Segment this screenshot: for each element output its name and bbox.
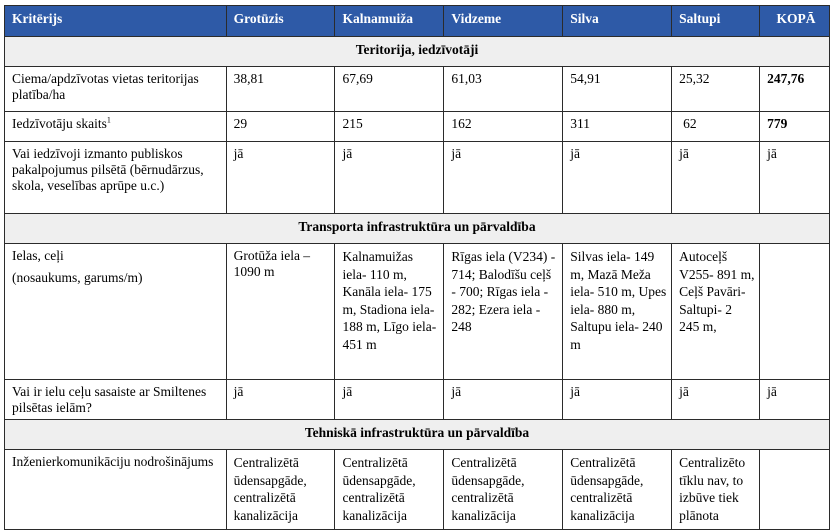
value-cell: Centralizēto tīklu nav, to izbūve tiek plānota (672, 450, 760, 530)
criterion-cell (5, 112, 227, 142)
criteria-table (4, 5, 830, 530)
value-cell: jā (226, 142, 335, 214)
table-row-engineering (5, 450, 830, 530)
criterion-subtext: (nosaukums, garums/m) (12, 270, 143, 285)
total-cell: 779 (760, 112, 830, 142)
value-cell: Grotūža iela – 1090 m (226, 244, 335, 380)
section-row-territory (5, 37, 830, 67)
header-criterion: Kritērijs (5, 6, 227, 37)
value-cell: jā (760, 380, 830, 420)
section-title: Tehniskā infrastruktūra un pārvaldība (5, 420, 830, 450)
section-title: Teritorija, iedzīvotāji (5, 37, 830, 67)
criterion-cell: Vai iedzīvoji izmanto publiskos pakalpojumus pilsētā (bērnudārzus, skola, veselības aprūpe u.c.) (5, 142, 227, 214)
value-cell: jā (672, 380, 760, 420)
value-cell: 29 (226, 112, 335, 142)
value-cell: 54,91 (563, 67, 672, 112)
table-row-streets (5, 244, 830, 380)
section-row-transport (5, 214, 830, 244)
table-row-area (5, 67, 830, 112)
value-cell: jā (444, 142, 563, 214)
footnote-mark: 1 (106, 115, 111, 125)
value-cell: Rīgas iela (V234) - 714; Balodīšu ceļš - 700; Rīgas iela - 282; Ezera iela - 248 (444, 244, 563, 380)
criterion-cell: Ciema/apdzīvotas vietas teritorijas platība/ha (5, 67, 227, 112)
header-vidzeme: Vidzeme (444, 6, 563, 37)
total-cell: 247,76 (760, 67, 830, 112)
value-cell: jā (672, 142, 760, 214)
value-cell: Silvas iela- 149 m, Mazā Meža iela- 510 m, Upes iela- 880 m, Saltupu iela- 240 m (563, 244, 672, 380)
value-cell: 67,69 (335, 67, 444, 112)
value-cell: jā (335, 142, 444, 214)
value-cell: 25,32 (672, 67, 760, 112)
header-kalnamuiza: Kalnamuiža (335, 6, 444, 37)
header-row (5, 6, 830, 37)
table-row-services (5, 142, 830, 214)
table-row-population (5, 112, 830, 142)
value-cell: Centralizētā ūdensapgāde, centralizētā kanalizācija (335, 450, 444, 530)
criterion-cell: Vai ir ielu ceļu sasaiste ar Smiltenes pilsētas ielām? (5, 380, 227, 420)
value-cell: 311 (563, 112, 672, 142)
value-cell: Kalnamuižas iela- 110 m, Kanāla iela- 175 m, Stadiona iela- 188 m, Līgo iela- 451 m (335, 244, 444, 380)
value-cell: 61,03 (444, 67, 563, 112)
criterion-cell (5, 244, 227, 380)
header-saltupi: Saltupi (672, 6, 760, 37)
value-cell: Centralizētā ūdensapgāde, centralizētā kanalizācija (444, 450, 563, 530)
header-total: KOPĀ (760, 6, 830, 37)
value-cell: 38,81 (226, 67, 335, 112)
value-cell: 62 (672, 112, 760, 142)
value-cell: 162 (444, 112, 563, 142)
value-cell: Autoceļš V255- 891 m, Ceļš Pavāri-Saltupi- 2 245 m, (672, 244, 760, 380)
section-row-technical (5, 420, 830, 450)
value-cell: jā (563, 380, 672, 420)
value-cell: jā (444, 380, 563, 420)
criterion-text: Ielas, ceļi (12, 248, 64, 263)
criterion-cell: Inženierkomunikāciju nodrošinājums (5, 450, 227, 530)
value-cell: jā (226, 380, 335, 420)
header-silva: Silva (563, 6, 672, 37)
header-grotuzis: Grotūzis (226, 6, 335, 37)
value-cell (760, 244, 830, 380)
section-title: Transporta infrastruktūra un pārvaldība (5, 214, 830, 244)
value-cell: jā (760, 142, 830, 214)
value-cell: jā (335, 380, 444, 420)
table-row-connection (5, 380, 830, 420)
criterion-text: Iedzīvotāju skaits (12, 116, 107, 131)
value-cell: jā (563, 142, 672, 214)
value-cell (760, 450, 830, 530)
value-cell: Centralizētā ūdensapgāde, centralizētā kanalizācija (226, 450, 335, 530)
value-cell: 215 (335, 112, 444, 142)
value-cell: Centralizētā ūdensapgāde, centralizētā kanalizācija (563, 450, 672, 530)
